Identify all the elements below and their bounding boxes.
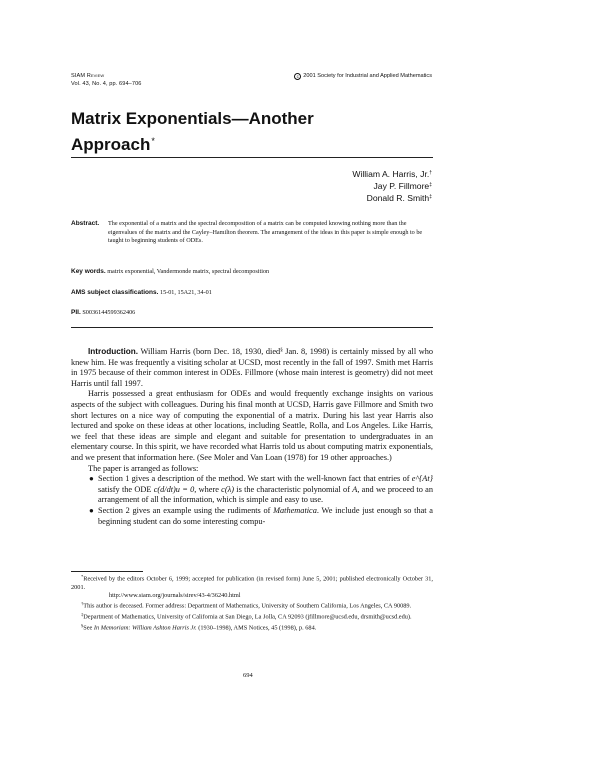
- author-3: Donald R. Smith‡: [366, 193, 432, 203]
- pii-label: PII.: [71, 309, 81, 316]
- journal-header: [71, 72, 142, 88]
- footnote-rule: [71, 571, 143, 572]
- title-line-2: Approach: [71, 135, 151, 154]
- copyright-text: 2001 Society for Industrial and Applied Mathematics: [303, 73, 432, 79]
- author-list: [352, 168, 432, 204]
- introduction-label: Introduction.: [88, 347, 139, 356]
- title-footnote-mark: *: [151, 136, 155, 146]
- title-line-1: Matrix Exponentials—Another: [71, 109, 314, 128]
- footnote-url: http://www.siam.org/journals/sirev/43-4/36240.html: [109, 591, 241, 599]
- ams-text: 15-01, 15A21, 34-01: [159, 289, 212, 296]
- bullet-icon: ●: [89, 474, 94, 484]
- intro-paragraph: Introduction. William Harris (born Dec. 18, 1930, died§ Jan. 8, 1998) is certainly missed by all who knew him. He was frequently a visiting scholar at UCSD, most recently in the fall of 1997. Smith met Harris in 1975 because of their common interest in ODEs. Fillmore (whose main interest is geometry) did not meet Harris until fall 1997.: [71, 347, 434, 388]
- keywords: [71, 268, 441, 276]
- pii: [71, 309, 441, 317]
- journal-name: SIAM Review: [71, 73, 105, 79]
- title-rule: [71, 157, 433, 158]
- footnote-4: §See In Memoriam: William Ashton Harris Jr. (1930–1998), AMS Notices, 45 (1998), p. 684.: [81, 622, 317, 632]
- paper-title: [71, 108, 361, 156]
- footnote-1: *Received by the editors October 6, 1999; accepted for publication (in revised form) June 5, 2001; published electronically October 31, 2001.: [71, 574, 433, 591]
- list-item: ● Section 1 gives a description of the method. We start with the well-known fact that entries of e^{At} satisfy the ODE c(d/dt)u = 0, where c(λ) is the characteristic polynomial of A, and we proceed to an arrangement of all the information, which is simple and easy to use.: [89, 474, 433, 505]
- page-number: 694: [243, 672, 253, 679]
- abstract-text: The exponential of a matrix and the spectral decomposition of a matrix can be computed knowing nothing more than the eigenvalues of the matrix and the Cayley–Hamilton theorem. The arrangement of the ideas in this paper is simple enough to be taught to beginning students of ODEs.: [108, 220, 423, 245]
- copyright-icon: c: [294, 73, 301, 80]
- footnote-2: †This author is deceased. Former address: Department of Mathematics, University of Southern California, Los Angeles, CA 90089.: [81, 601, 412, 610]
- abstract-label: Abstract.: [71, 220, 100, 227]
- keywords-label: Key words.: [71, 268, 106, 275]
- footnotes: [71, 573, 433, 632]
- body-text: [71, 346, 433, 527]
- copyright-line: [294, 72, 432, 80]
- keywords-text: matrix exponential, Vandermonde matrix, spectral decomposition: [107, 268, 270, 275]
- abstract-rule: [71, 327, 433, 328]
- author-2: Jay P. Fillmore‡: [373, 181, 432, 191]
- paragraph-2: Harris possessed a great enthusiasm for ODEs and would frequently exchange insights on various aspects of the subject with colleagues. During his final month at UCSD, Harris gave Fillmore and Smith two short lectures on a nice way of computing the exponential of a matrix. During his last year Harris also lectured and spoke on these ideas at other locations, including Seattle, Rolla, and Los Angeles. Like Harris, we feel that these ideas are simple and elegant and suitable for presentation to undergraduates in an elementary course. In this spirit, we have recorded what Harris told us about computing matrix exponentials, and we present that information here. (See Moler and Van Loan (1978) for 19 other approaches.): [71, 389, 433, 462]
- journal-volume: Vol. 43, No. 4, pp. 694–706: [71, 81, 142, 87]
- paragraph-3: The paper is arranged as follows:: [88, 463, 199, 473]
- bullet-icon: ●: [89, 505, 94, 515]
- footnote-3: ‡Department of Mathematics, University of California at San Diego, La Jolla, CA 92093 (jfillmore@ucsd.edu, drsmith@ucsd.edu).: [81, 611, 412, 621]
- author-1: William A. Harris, Jr.†: [352, 169, 432, 179]
- pii-text: S0036144599362406: [82, 309, 136, 316]
- outline-list: [89, 474, 433, 527]
- ams-classification: [71, 289, 441, 297]
- list-item: ● Section 2 gives an example using the rudiments of Mathematica. We include just enough so that a beginning student can do some interesting compu-: [89, 505, 433, 526]
- ams-label: AMS subject classifications.: [71, 289, 159, 296]
